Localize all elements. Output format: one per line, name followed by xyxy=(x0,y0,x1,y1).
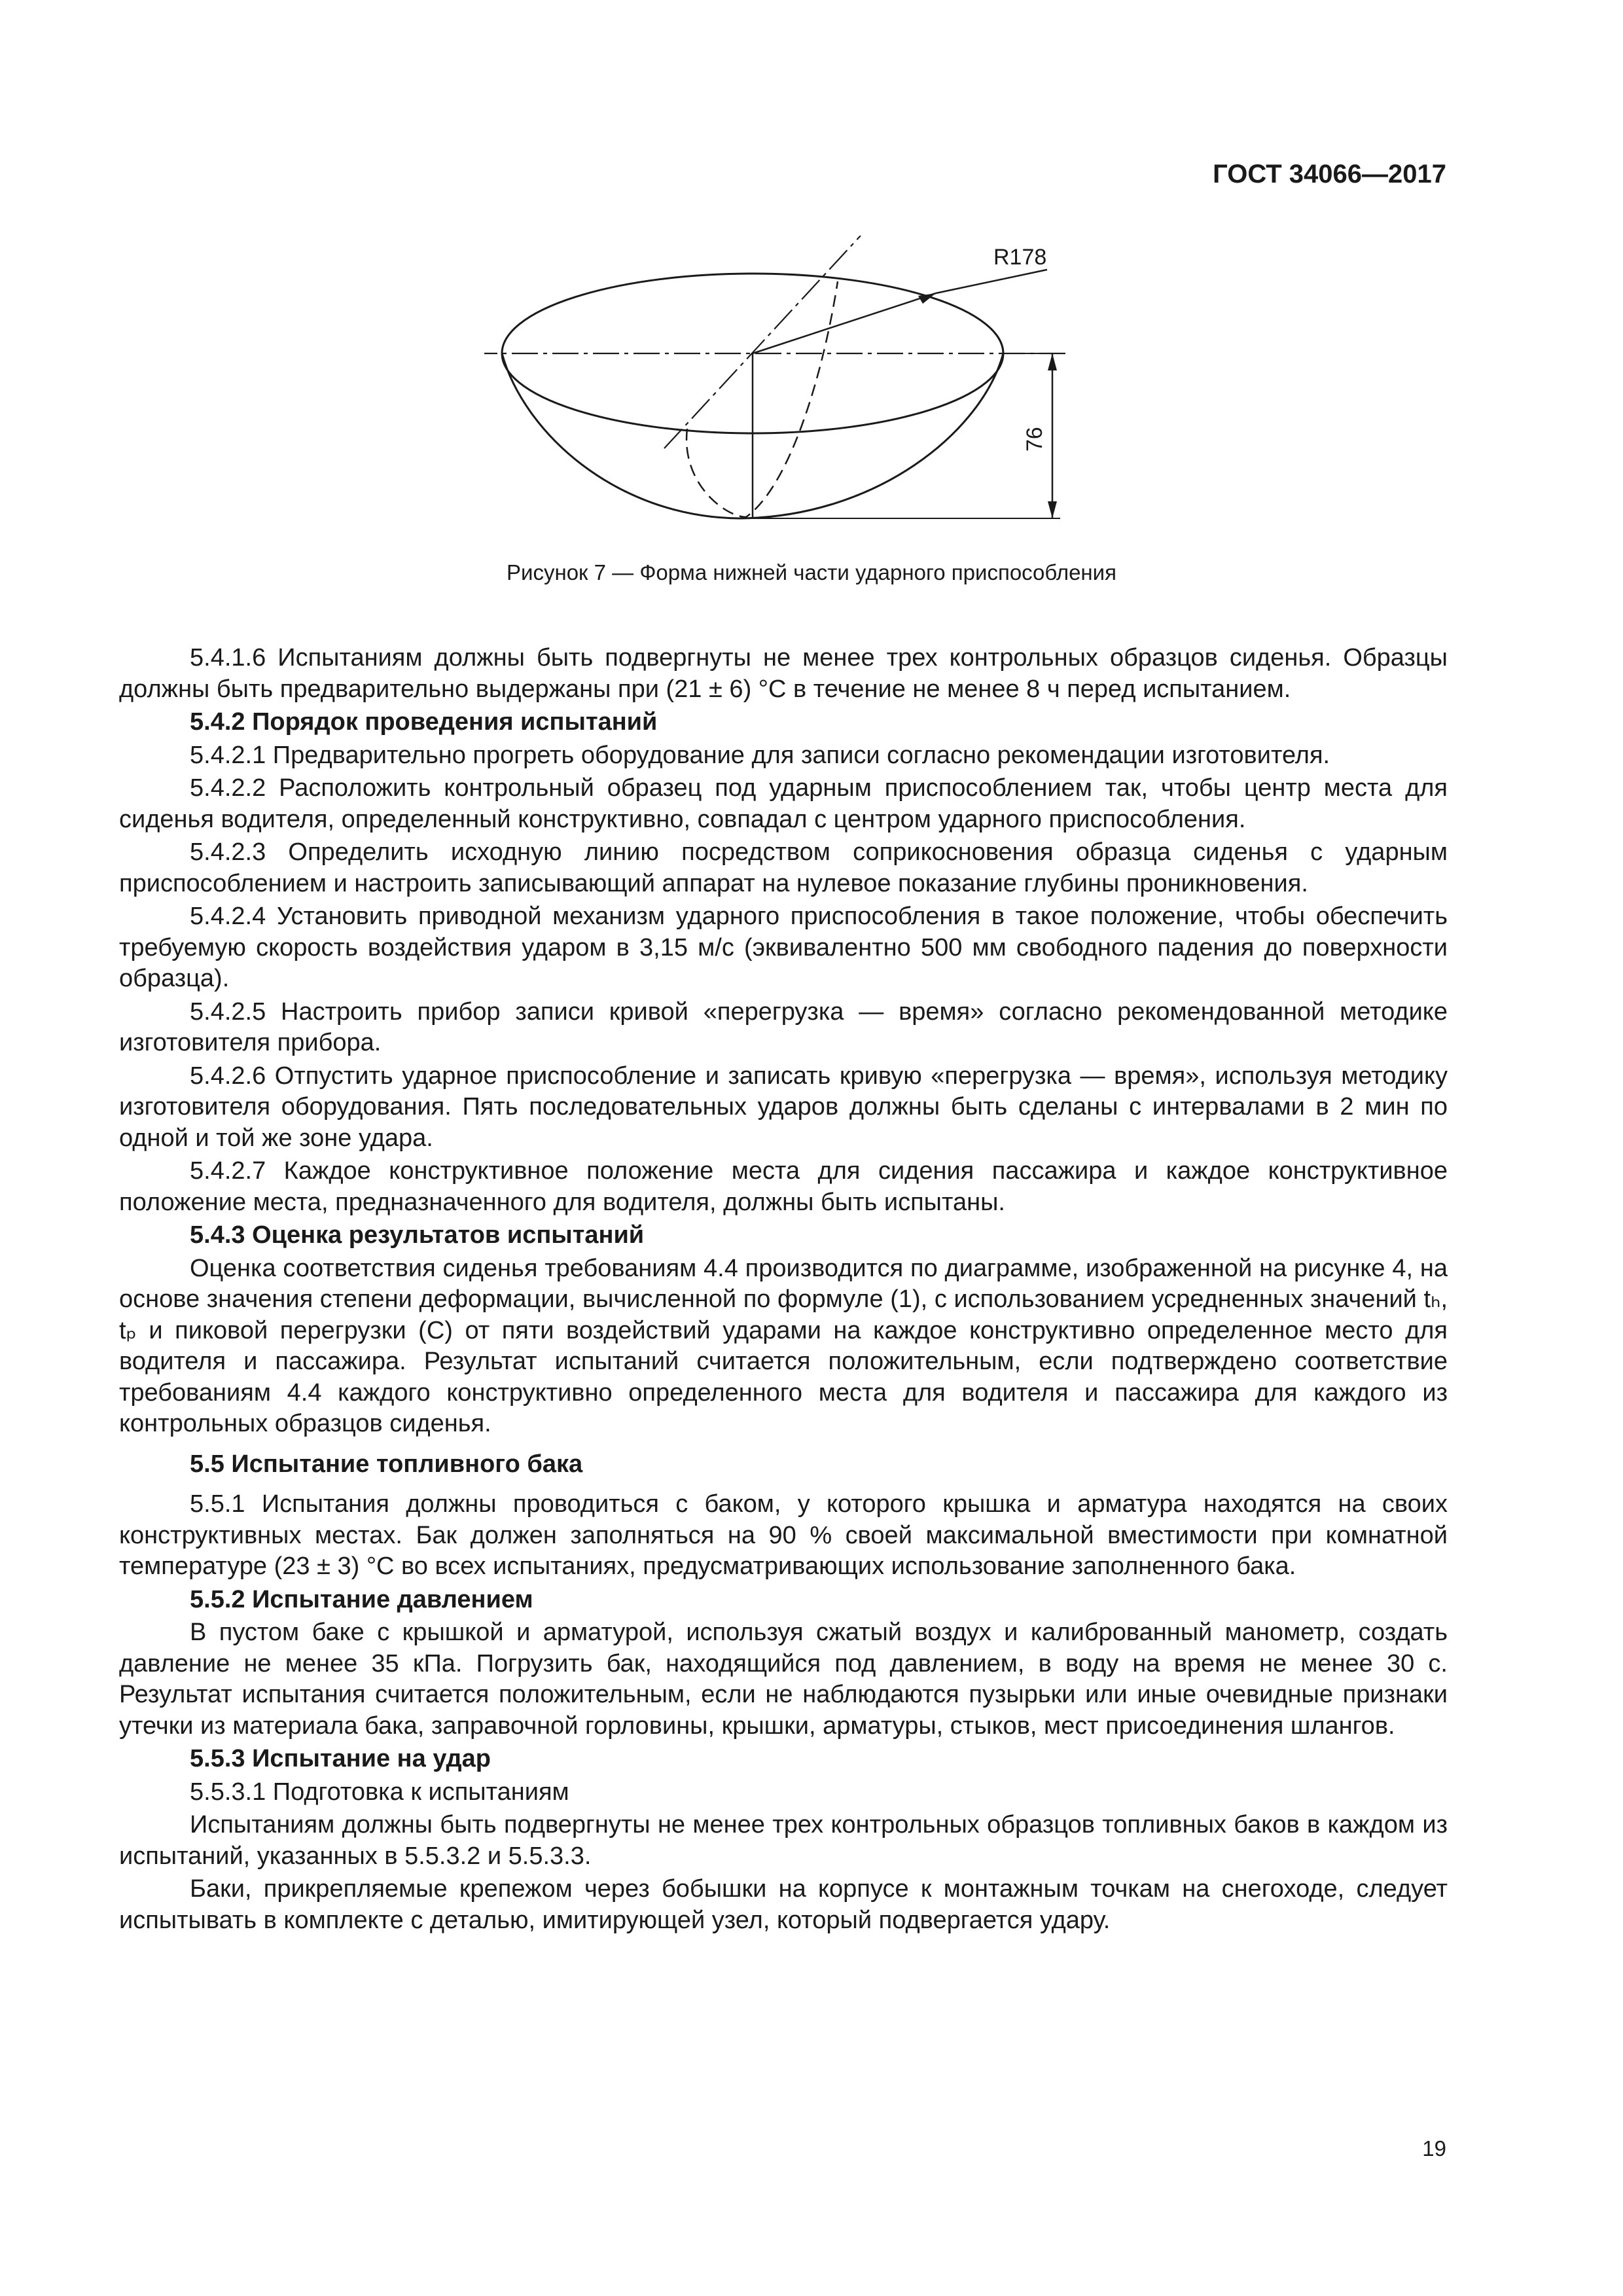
document-body xyxy=(119,643,1448,1938)
paragraph: 5.5.3.1 Подготовка к испытаниям xyxy=(190,1778,569,1806)
paragraph: 5.5.1 Испытания должны проводиться с баком, у которого крышка и арматура находятся на своих конструктивных местах. Бак должен заполняться на 90 % своей максимальной вместимости при комнатной температуре (23 ± 3) °С во всех испытаниях, предусматривающих использование заполненного бака. xyxy=(119,1490,1448,1580)
impactor-drawing xyxy=(484,236,1086,530)
document-header: ГОСТ 34066—2017 xyxy=(1213,160,1446,188)
paragraph: 5.4.2.6 Отпустить ударное приспособление и записать кривую «перегрузка — время», используя методику изготовителя оборудования. Пять последовательных ударов должны быть сделаны с интервалами в 2 мин по одной и той же зоне удара. xyxy=(119,1062,1448,1152)
paragraph: 5.4.2.5 Настроить прибор записи кривой «перегрузка — время» согласно рекомендованной методике изготовителя прибора. xyxy=(119,997,1448,1056)
paragraph: Оценка соответствия сиденья требованиям 4.4 производится по диаграмме, изображенной на рисунке 4, на основе значения степени деформации, вычисленной по формуле (1), с использованием усредненных значений tₕ, tₚ и пиковой перегрузки (С) от пяти воздействий ударами на каждое конструктивно определенное место для водителя и пассажира. Результат испытаний считается положительным, если подтверждено соответствие требованиям 4.4 каждого конструктивно определенного места для водителя и пассажира для каждого из контрольных образцов сиденья. xyxy=(119,1254,1448,1437)
section-heading: 5.5.2 Испытание давлением xyxy=(190,1585,533,1613)
paragraph: 5.4.2.3 Определить исходную линию посредством соприкосновения образца сиденья с ударным приспособлением и настроить записывающий аппарат на нулевое показание глубины проникновения. xyxy=(119,838,1448,897)
paragraph: Баки, прикрепляемые крепежом через бобышки на корпусе к монтажным точкам на снегоходе, следует испытывать в комплекте с деталью, имитирующей узел, который подвергается удару. xyxy=(119,1875,1448,1934)
figure-impactor-shape xyxy=(484,236,1086,530)
paragraph: Испытаниям должны быть подвергнуты не менее трех контрольных образцов топливных баков в каждом из испытаний, указанных в 5.5.3.2 и 5.5.3.3. xyxy=(119,1811,1448,1870)
section-heading: 5.5.3 Испытание на удар xyxy=(190,1745,491,1772)
paragraph: В пустом баке с крышкой и арматурой, используя сжатый воздух и калиброванный манометр, создать давление не менее 35 кПа. Погрузить бак, находящийся под давлением, в воду на время не менее 30 с. Результат испытания считается положительным, если не наблюдаются пузырьки или иные очевидные признаки утечки из материала бака, заправочной горловины, крышки, арматуры, стыков, мест присоединения шлангов. xyxy=(119,1619,1448,1740)
paragraph: 5.4.2.7 Каждое конструктивное положение места для сидения пассажира и каждое конструктивное положение места, предназначенного для водителя, должны быть испытаны. xyxy=(119,1157,1448,1216)
paragraph: 5.4.2.1 Предварительно прогреть оборудование для записи согласно рекомендации изготовителя. xyxy=(190,741,1330,769)
section-heading: 5.4.3 Оценка результатов испытаний xyxy=(190,1221,645,1249)
paragraph: 5.4.1.6 Испытаниям должны быть подвергнуты не менее трех контрольных образцов сиденья. Образцы должны быть предварительно выдержаны при (21 ± 6) °С в течение не менее 8 ч перед испытанием. xyxy=(119,644,1448,703)
page-number: 19 xyxy=(1422,2136,1446,2161)
section-heading: 5.4.2 Порядок проведения испытаний xyxy=(190,708,658,736)
paragraph: 5.4.2.2 Расположить контрольный образец под ударным приспособлением так, чтобы центр места для сиденья водителя, определенный конструктивно, совпадал с центром ударного приспособления. xyxy=(119,774,1448,833)
radius-label: R178 xyxy=(993,245,1047,270)
paragraph: 5.4.2.4 Установить приводной механизм ударного приспособления в такое положение, чтобы обеспечить требуемую скорость воздействия ударом в 3,15 м/с (эквивалентно 500 мм свободного падения до поверхности образца). xyxy=(119,903,1448,992)
depth-label: 76 xyxy=(1022,427,1047,452)
section-heading: 5.5 Испытание топливного бака xyxy=(190,1450,583,1478)
figure-caption: Рисунок 7 — Форма нижней части ударного приспособления xyxy=(507,560,1116,584)
